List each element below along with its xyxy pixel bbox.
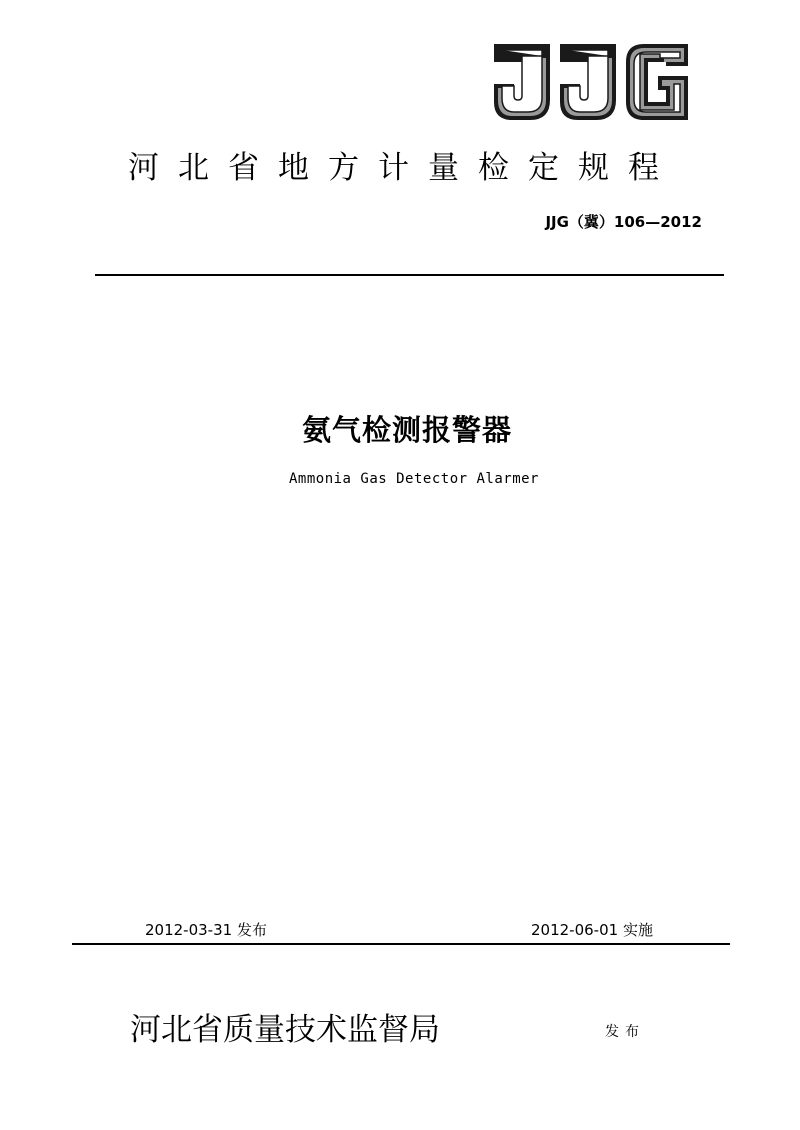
regulation-series-title: 河北省地方计量检定规程 <box>128 150 678 186</box>
publish-label: 发布 <box>605 1024 645 1040</box>
document-title-cn: 氨气检测报警器 <box>301 413 512 447</box>
top-divider <box>95 274 724 276</box>
publisher-name: 河北省质量技术监督局 <box>130 1012 440 1048</box>
effective-date: 2012-06-01 实施 <box>531 921 653 939</box>
bottom-divider <box>72 943 730 945</box>
logo-letter-j2 <box>560 44 616 120</box>
document-title-en: Ammonia Gas Detector Alarmer <box>288 471 539 487</box>
issue-date: 2012-03-31 发布 <box>145 921 267 939</box>
regulation-code: JJG（冀）106—2012 <box>545 213 702 231</box>
jjg-logo <box>492 40 692 122</box>
logo-letter-j1 <box>494 44 550 120</box>
logo-letter-g <box>626 44 688 120</box>
